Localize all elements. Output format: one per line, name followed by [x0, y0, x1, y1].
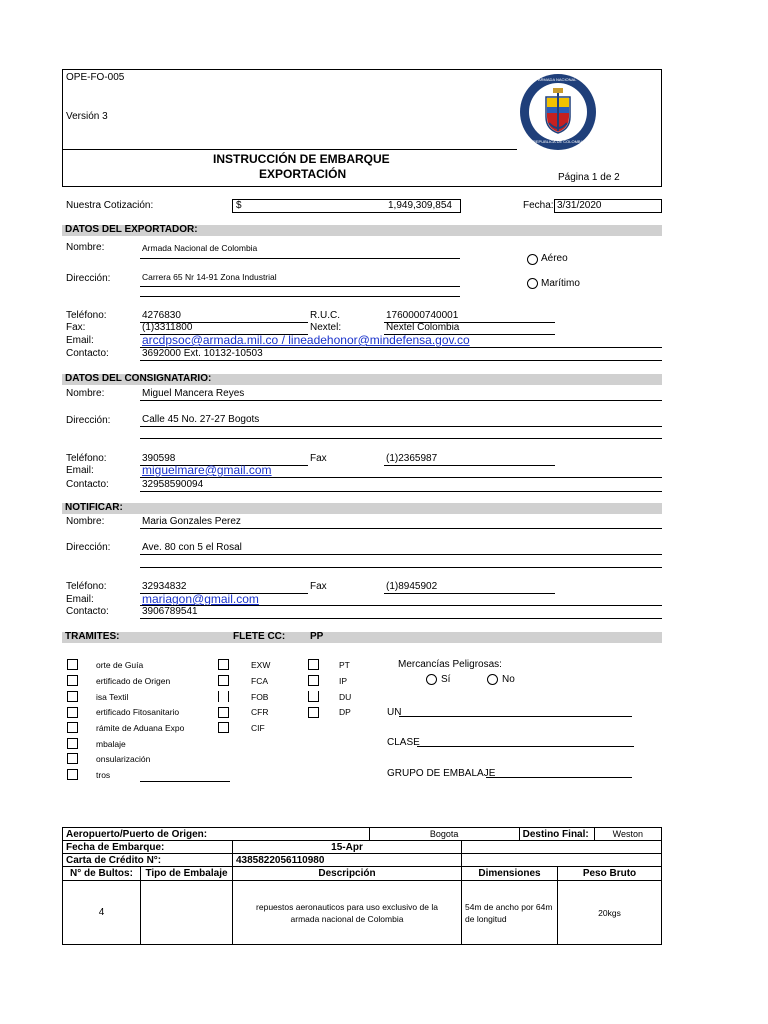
consignee-phone: 390598 [142, 453, 176, 464]
logo-text-top: ARMADA NACIONAL [538, 77, 577, 82]
otros-line [140, 781, 230, 782]
tramite-label-5: rámite de Aduana Expo [96, 723, 185, 733]
tramite-checkbox-8[interactable] [67, 769, 78, 780]
consignee-name-line [140, 400, 662, 401]
embarque-blank-cell [462, 841, 662, 854]
notify-address-label: Dirección: [66, 542, 111, 553]
embarque-date-label-cell [63, 841, 233, 854]
destination-label: Destino Final: [522, 828, 589, 840]
exporter-fax: (1)3311800 [142, 322, 193, 333]
destination-value-cell [594, 828, 661, 841]
col-dimensiones [462, 867, 558, 881]
notify-address-line-2 [140, 567, 662, 568]
shipment-info-table [62, 827, 662, 841]
cell-tipo [141, 881, 233, 945]
consignee-section-bar [62, 374, 662, 385]
notify-name: Maria Gonzales Perez [142, 516, 241, 527]
origin-value-cell [369, 828, 519, 841]
quote-date: 3/31/2020 [557, 200, 602, 211]
notify-name-line [140, 528, 662, 529]
col-bultos-label: N° de Bultos: [70, 868, 133, 879]
transport-sea-label: Marítimo [541, 278, 580, 289]
tramite-checkbox-5[interactable] [67, 722, 78, 733]
cell-descripcion [233, 881, 462, 945]
notify-section-bar [62, 503, 662, 514]
incoterm-checkbox-fob[interactable] [218, 691, 229, 702]
col-descripcion [233, 867, 462, 881]
consignee-email-label: Email: [66, 465, 94, 476]
quote-amount: 1,949,309,854 [388, 200, 452, 211]
dangerous-no-radio[interactable] [487, 674, 498, 685]
un-line [399, 716, 632, 717]
exporter-phone: 4276830 [142, 310, 181, 321]
notify-address: Ave. 80 con 5 el Rosal [142, 542, 242, 553]
incoterm-checkbox-fca[interactable] [218, 675, 229, 686]
col-peso-label: Peso Bruto [582, 868, 637, 879]
notify-contact-label: Contacto: [66, 606, 109, 617]
consignee-fax-line [384, 465, 555, 466]
cell-dimensiones [462, 881, 558, 945]
cell-peso [558, 881, 662, 945]
pp-label-du: DU [339, 692, 352, 702]
document-subtitle: EXPORTACIÓN [259, 167, 347, 181]
exporter-contact-line [140, 360, 662, 361]
notify-email-line [140, 605, 662, 606]
incoterm-label-fob: FOB [251, 692, 269, 702]
tramites-section-bar [62, 632, 662, 643]
notify-fax: (1)8945902 [386, 581, 438, 592]
tramite-checkbox-6[interactable] [67, 738, 78, 749]
pp-label-dp: DP [339, 707, 351, 717]
page-number: Página 1 de 2 [558, 172, 620, 183]
embarque-date: 15-Apr [331, 841, 363, 853]
document-version: Versión 3 [66, 111, 108, 122]
exporter-address: Carrera 65 Nr 14-91 Zona Industrial [142, 272, 277, 282]
dimensiones-value: 54m de ancho por 64m de longitud [465, 901, 553, 924]
consignee-address-line-2 [140, 438, 662, 439]
notify-section-title: NOTIFICAR: [65, 502, 123, 513]
tramite-label-8: tros [96, 770, 111, 780]
notify-email-link[interactable]: mariagon@gmail.com [142, 592, 259, 606]
exporter-email-link[interactable]: arcdpsoc@armada.mil.co / lineadehonor@mindefensa.gov.co [142, 333, 470, 347]
credit-blank-cell [462, 854, 662, 867]
embarque-date-cell [233, 841, 462, 854]
tramite-label-6: mbalaje [96, 739, 126, 749]
consignee-address: Calle 45 No. 27-27 Bogots [142, 414, 260, 425]
pp-checkbox-du[interactable] [308, 691, 319, 702]
peso-value: 20kgs [598, 907, 621, 918]
pp-label: PP [310, 631, 324, 642]
consignee-contact: 32958590094 [142, 479, 204, 490]
exporter-address-label: Dirección: [66, 273, 111, 284]
tramites-section-title: TRAMITES: [65, 631, 120, 642]
col-tipo-label: Tipo de Embalaje [145, 868, 228, 879]
exporter-nextel-label: Nextel: [310, 322, 342, 333]
consignee-contact-label: Contacto: [66, 479, 109, 490]
clase-label: CLASE [387, 737, 420, 748]
incoterm-label-exw: EXW [251, 660, 271, 670]
pp-checkbox-pt[interactable] [308, 659, 319, 670]
quote-currency: $ [236, 200, 242, 211]
incoterm-checkbox-cfr[interactable] [218, 707, 229, 718]
col-bultos [63, 867, 141, 881]
tramite-checkbox-3[interactable] [67, 691, 78, 702]
incoterm-checkbox-cif[interactable] [218, 722, 229, 733]
document-title: INSTRUCCIÓN DE EMBARQUE [213, 152, 390, 166]
exporter-ruc-label: R.U.C. [310, 310, 340, 321]
document-code: OPE-FO-005 [66, 72, 125, 83]
notify-fax-label: Fax [310, 581, 327, 592]
logo-text-bottom: REPUBLICA DE COLOMBIA [533, 139, 585, 144]
tramite-label-7: onsularización [96, 754, 151, 764]
incoterm-label-cfr: CFR [251, 707, 269, 717]
pp-checkbox-dp[interactable] [308, 707, 319, 718]
quote-date-label: Fecha: [523, 200, 554, 211]
col-tipo [141, 867, 233, 881]
dangerous-goods-label: Mercancías Peligrosas: [398, 659, 502, 670]
exporter-contact-label: Contacto: [66, 348, 109, 359]
consignee-email-link[interactable]: miguelmare@gmail.com [142, 463, 272, 477]
origin-value: Bogota [429, 829, 459, 839]
exporter-nextel: Nextel Colombia [386, 322, 460, 333]
clase-line [417, 746, 634, 747]
grupo-line [486, 777, 632, 778]
dangerous-yes-label: Sí [441, 674, 451, 685]
notify-phone-label: Teléfono: [66, 581, 107, 592]
tramite-label-4: ertificado Fitosanitario [96, 707, 180, 717]
consignee-name-label: Nombre: [66, 388, 105, 399]
credit-label: Carta de Crédito N°: [66, 854, 162, 866]
bultos-value: 4 [98, 907, 105, 918]
consignee-phone-label: Teléfono: [66, 453, 107, 464]
credit-label-cell [63, 854, 233, 867]
transport-sea-radio[interactable] [527, 278, 538, 289]
descripcion-value: repuestos aeronauticos para uso exclusivo de la armada nacional de Colombia [256, 901, 438, 924]
consignee-fax-label: Fax [310, 453, 327, 464]
origin-label-text: Aeropuerto/Puerto de Origen: [66, 828, 208, 840]
notify-contact: 3906789541 [142, 606, 198, 617]
consignee-email-line [140, 477, 662, 478]
grupo-label: GRUPO DE EMBALAJE [387, 768, 496, 779]
incoterm-label-cif: CIF [251, 723, 265, 733]
quote-label: Nuestra Cotización: [66, 200, 154, 211]
credit-value: 4385822056110980 [236, 854, 325, 866]
tramite-checkbox-1[interactable] [67, 659, 78, 670]
exporter-name-line [140, 258, 460, 259]
table-row [63, 881, 662, 945]
incoterm-checkbox-exw[interactable] [218, 659, 229, 670]
exporter-address-line-1 [140, 286, 460, 287]
consignee-fax: (1)2365987 [386, 453, 438, 464]
consignee-address-line-1 [140, 426, 662, 427]
shipment-table [62, 840, 662, 945]
notify-email-label: Email: [66, 594, 94, 605]
col-dimensiones-label: Dimensiones [478, 868, 541, 879]
consignee-section-title: DATOS DEL CONSIGNATARIO: [65, 373, 212, 384]
notify-fax-line [384, 593, 555, 594]
exporter-name-label: Nombre: [66, 242, 105, 253]
tramite-label-3: isa Textil [96, 692, 129, 702]
col-descripcion-label: Descripción [318, 868, 376, 879]
un-label: UN [387, 707, 402, 718]
embarque-date-label: Fecha de Embarque: [66, 841, 165, 853]
dangerous-yes-radio[interactable] [426, 674, 437, 685]
notify-name-label: Nombre: [66, 516, 105, 527]
col-peso [558, 867, 662, 881]
tramite-label-1: orte de Guía [96, 660, 144, 670]
tramite-checkbox-4[interactable] [67, 707, 78, 718]
exporter-phone-label: Teléfono: [66, 310, 107, 321]
exporter-name: Armada Nacional de Colombia [142, 243, 258, 253]
consignee-contact-line [140, 491, 662, 492]
destination-label-cell [519, 828, 594, 841]
exporter-contact: 3692000 Ext. 10132-10503 [142, 348, 263, 359]
tramite-label-2: ertificado de Origen [96, 676, 171, 686]
exporter-email-label: Email: [66, 335, 94, 346]
flete-label: FLETE CC: [233, 631, 286, 642]
transport-air-radio[interactable] [527, 254, 538, 265]
pp-checkbox-ip[interactable] [308, 675, 319, 686]
pp-label-pt: PT [339, 660, 350, 670]
exporter-fax-label: Fax: [66, 322, 86, 333]
tramite-checkbox-7[interactable] [67, 753, 78, 764]
exporter-ruc: 1760000740001 [386, 310, 459, 321]
tramite-checkbox-2[interactable] [67, 675, 78, 686]
destination-value: Weston [612, 829, 643, 839]
transport-air-label: Aéreo [541, 253, 568, 264]
dangerous-no-label: No [502, 674, 515, 685]
cell-bultos [63, 881, 141, 945]
consignee-name: Miguel Mancera Reyes [142, 388, 245, 399]
notify-address-line-1 [140, 554, 662, 555]
incoterm-label-fca: FCA [251, 676, 268, 686]
origin-label [63, 828, 370, 841]
pp-label-ip: IP [339, 676, 348, 686]
credit-value-cell [233, 854, 462, 867]
consignee-address-label: Dirección: [66, 415, 111, 426]
notify-phone: 32934832 [142, 581, 187, 592]
exporter-section-bar [62, 225, 662, 236]
notify-contact-line [140, 618, 662, 619]
header-divider [62, 149, 517, 150]
exporter-address-line-2 [140, 296, 460, 297]
exporter-section-title: DATOS DEL EXPORTADOR: [65, 224, 198, 235]
